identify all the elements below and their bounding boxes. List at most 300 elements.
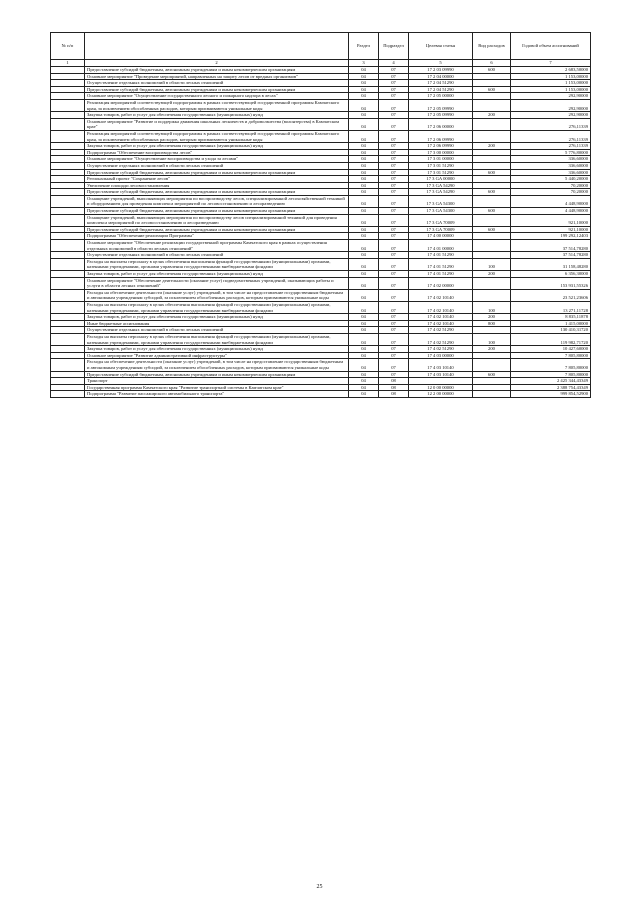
row-name: Осуществление отдельных полномочий в области лесных отношений <box>85 327 349 334</box>
header-row <box>51 33 591 60</box>
row-amount: 921,10000 <box>511 214 591 226</box>
row-subsection: 07 <box>379 226 409 233</box>
row-section: 04 <box>349 391 379 398</box>
row-section: 04 <box>349 156 379 163</box>
row-name: Предоставление субсидий бюджетным, автономным учреждениям и иным некоммерческим организациям <box>85 67 349 74</box>
table-row <box>51 99 591 111</box>
col-header-target: Целевая статья <box>409 33 473 60</box>
row-subsection: 07 <box>379 67 409 74</box>
row-amount: 6 356,30000 <box>511 271 591 278</box>
row-number <box>51 93 85 100</box>
row-target-article: 17 3 GA 54290 <box>409 189 473 196</box>
row-amount: 7 805,80000 <box>511 371 591 378</box>
row-target-article: 17 4 00 00000 <box>409 233 473 240</box>
table-row <box>51 143 591 150</box>
row-name: Закупка товаров, работ и услуг для обеспечения государственных (муниципальных) нужд <box>85 346 349 353</box>
col-number: 2 <box>85 60 349 67</box>
row-number <box>51 80 85 87</box>
row-amount: 199 292,12403 <box>511 233 591 240</box>
row-target-article: 17 4 01 00000 <box>409 240 473 252</box>
row-section: 04 <box>349 208 379 215</box>
table-row <box>51 252 591 259</box>
table-row <box>51 233 591 240</box>
row-expense-type <box>473 182 511 189</box>
row-name: Расходы на выплаты персоналу в целях обеспечения выполнения функций государственными (муниципальными) органами, казенными учреждениями, органами управления государственными внебюджетными фондами <box>85 258 349 270</box>
row-subsection: 07 <box>379 352 409 359</box>
row-amount: 2 388 754,43349 <box>511 384 591 391</box>
row-expense-type <box>473 352 511 359</box>
row-name: Региональный проект "Сохранение лесов" <box>85 176 349 183</box>
row-section: 04 <box>349 112 379 119</box>
row-amount: 13 271,11728 <box>511 301 591 313</box>
row-section: 04 <box>349 240 379 252</box>
table-row <box>51 327 591 334</box>
table-row <box>51 112 591 119</box>
column-number-row <box>51 60 591 67</box>
row-subsection: 07 <box>379 73 409 80</box>
row-number <box>51 169 85 176</box>
row-section: 04 <box>349 80 379 87</box>
row-amount: 8 835,11878 <box>511 314 591 321</box>
row-expense-type: 800 <box>473 320 511 327</box>
row-name: Закупка товаров, работ и услуг для обеспечения государственных (муниципальных) нужд <box>85 143 349 150</box>
row-expense-type <box>473 195 511 207</box>
row-expense-type <box>473 214 511 226</box>
table-row <box>51 118 591 130</box>
row-expense-type: 200 <box>473 314 511 321</box>
row-subsection: 07 <box>379 182 409 189</box>
row-expense-type: 200 <box>473 112 511 119</box>
row-name: Подпрограмма "Обеспечение реализации Программы" <box>85 233 349 240</box>
table-row <box>51 176 591 183</box>
row-target-article: 17 2 05 00000 <box>409 93 473 100</box>
row-section: 04 <box>349 118 379 130</box>
row-name: Закупка товаров, работ и услуг для обеспечения государственных (муниципальных) нужд <box>85 112 349 119</box>
row-section: 04 <box>349 258 379 270</box>
table-row <box>51 169 591 176</box>
row-expense-type <box>473 240 511 252</box>
row-number <box>51 162 85 169</box>
row-expense-type <box>473 118 511 130</box>
row-expense-type <box>473 149 511 156</box>
row-number <box>51 378 85 385</box>
row-amount: 4 448,90000 <box>511 195 591 207</box>
col-number: 4 <box>379 60 409 67</box>
row-target-article: 17 4 03 00000 <box>409 352 473 359</box>
row-target-article: 17 4 02 51290 <box>409 333 473 345</box>
row-amount: 336,60000 <box>511 169 591 176</box>
row-name: Реализация мероприятий соответствующей подпрограммы в рамках соответствующей государственной программы Камчатского края, за исключением обособленных расходов, которым присваиваются уникальные коды <box>85 130 349 142</box>
table-row <box>51 226 591 233</box>
row-number <box>51 208 85 215</box>
row-amount: 5 776,80000 <box>511 149 591 156</box>
table-row <box>51 208 591 215</box>
row-number <box>51 352 85 359</box>
row-expense-type: 100 <box>473 258 511 270</box>
row-target-article: 17 3 01 51290 <box>409 162 473 169</box>
row-name: Осуществление отдельных полномочий в области лесных отношений <box>85 80 349 87</box>
row-expense-type: 600 <box>473 226 511 233</box>
row-name: Основное мероприятие "Проведение мероприятий, направленных на защиту лесов от вредных организмов" <box>85 73 349 80</box>
row-section: 04 <box>349 384 379 391</box>
row-subsection: 07 <box>379 333 409 345</box>
row-name: Предоставление субсидий бюджетным, автономным учреждениям и иным некоммерческим организациям <box>85 189 349 196</box>
row-expense-type <box>473 277 511 289</box>
col-header-exptype: Вид расходов <box>473 33 511 60</box>
row-expense-type: 600 <box>473 67 511 74</box>
row-section: 04 <box>349 214 379 226</box>
row-amount: 276,11339 <box>511 143 591 150</box>
row-name: Осуществление отдельных полномочий в области лесных отношений <box>85 162 349 169</box>
row-subsection: 07 <box>379 176 409 183</box>
row-name: Основное мероприятие "Осуществление государственного лесного и пожарного надзора в лесах" <box>85 93 349 100</box>
table-row <box>51 67 591 74</box>
row-target-article: 17 2 05 09990 <box>409 99 473 111</box>
row-section: 04 <box>349 301 379 313</box>
row-number <box>51 346 85 353</box>
table-row <box>51 189 591 196</box>
table-row <box>51 352 591 359</box>
row-number <box>51 67 85 74</box>
row-amount: 7 805,80000 <box>511 352 591 359</box>
row-number <box>51 301 85 313</box>
row-expense-type <box>473 80 511 87</box>
row-amount: 2 425 344,43349 <box>511 378 591 385</box>
row-section: 04 <box>349 371 379 378</box>
col-number: 1 <box>51 60 85 67</box>
row-target-article: 17 3 GA 54300 <box>409 208 473 215</box>
row-number <box>51 289 85 301</box>
table-row <box>51 289 591 301</box>
row-number <box>51 333 85 345</box>
row-subsection: 07 <box>379 301 409 313</box>
row-subsection: 07 <box>379 86 409 93</box>
row-expense-type <box>473 130 511 142</box>
row-name: Транспорт <box>85 378 349 385</box>
row-expense-type <box>473 327 511 334</box>
row-section: 04 <box>349 99 379 111</box>
table-row <box>51 314 591 321</box>
row-section: 04 <box>349 352 379 359</box>
row-section: 04 <box>349 67 379 74</box>
row-amount: 119 982,71720 <box>511 333 591 345</box>
row-subsection: 07 <box>379 118 409 130</box>
col-number: 3 <box>349 60 379 67</box>
row-amount: 153 931,55326 <box>511 277 591 289</box>
row-amount: 2 683,50000 <box>511 67 591 74</box>
row-name: Предоставление субсидий бюджетным, автономным учреждениям и иным некоммерческим организациям <box>85 371 349 378</box>
row-section: 04 <box>349 346 379 353</box>
table-row <box>51 162 591 169</box>
row-amount: 292,90000 <box>511 112 591 119</box>
row-subsection: 07 <box>379 320 409 327</box>
row-number <box>51 99 85 111</box>
row-name: Закупка товаров, работ и услуг для обеспечения государственных (муниципальных) нужд <box>85 271 349 278</box>
row-name: Основное мероприятие "Развитие и поддержка движения школьных лесничеств и добровольчества (волонтерства) в Камчатском крае" <box>85 118 349 130</box>
table-row <box>51 271 591 278</box>
row-amount: 10 427,60000 <box>511 346 591 353</box>
row-section: 04 <box>349 176 379 183</box>
row-number <box>51 156 85 163</box>
row-subsection: 07 <box>379 258 409 270</box>
table-row <box>51 333 591 345</box>
table-row <box>51 240 591 252</box>
table-row <box>51 320 591 327</box>
row-target-article: 17 4 02 10140 <box>409 301 473 313</box>
row-amount: 7 805,80000 <box>511 359 591 371</box>
row-amount: 37 514,78280 <box>511 240 591 252</box>
row-subsection: 08 <box>379 391 409 398</box>
row-subsection: 07 <box>379 195 409 207</box>
row-name: Подпрограмма "Развитие пассажирского автомобильного транспорта" <box>85 391 349 398</box>
row-subsection: 07 <box>379 359 409 371</box>
row-expense-type <box>473 176 511 183</box>
col-number: 5 <box>409 60 473 67</box>
row-subsection: 07 <box>379 233 409 240</box>
row-name: Предоставление субсидий бюджетным, автономным учреждениям и иным некоммерческим организациям <box>85 169 349 176</box>
table-row <box>51 378 591 385</box>
row-section: 04 <box>349 182 379 189</box>
row-section: 04 <box>349 320 379 327</box>
row-expense-type <box>473 73 511 80</box>
table-row <box>51 384 591 391</box>
row-subsection: 07 <box>379 289 409 301</box>
row-name: Предоставление субсидий бюджетным, автономным учреждениям и иным некоммерческим организациям <box>85 226 349 233</box>
row-subsection: 07 <box>379 327 409 334</box>
row-section: 04 <box>349 327 379 334</box>
row-expense-type <box>473 391 511 398</box>
row-name: Закупка товаров, работ и услуг для обеспечения государственных (муниципальных) нужд <box>85 314 349 321</box>
row-target-article: 17 2 04 51290 <box>409 80 473 87</box>
row-subsection: 07 <box>379 346 409 353</box>
row-amount: 1 415,00000 <box>511 320 591 327</box>
row-number <box>51 233 85 240</box>
row-subsection: 08 <box>379 378 409 385</box>
table-row <box>51 346 591 353</box>
row-amount: 336,60000 <box>511 156 591 163</box>
row-number <box>51 195 85 207</box>
row-target-article: 17 3 GA 54300 <box>409 195 473 207</box>
row-amount: 292,90000 <box>511 99 591 111</box>
row-number <box>51 252 85 259</box>
row-subsection: 08 <box>379 384 409 391</box>
row-section: 04 <box>349 252 379 259</box>
row-name: Увеличение площади лесовосстановления <box>85 182 349 189</box>
row-amount: 130 410,31720 <box>511 327 591 334</box>
row-expense-type <box>473 252 511 259</box>
row-target-article: 17 4 02 10140 <box>409 320 473 327</box>
table-row <box>51 80 591 87</box>
row-amount: 921,10000 <box>511 226 591 233</box>
page-number: 25 <box>316 884 323 890</box>
budget-table <box>50 32 591 398</box>
row-amount: 5 440,20000 <box>511 176 591 183</box>
col-header-name <box>85 33 349 60</box>
row-target-article: 17 2 06 09990 <box>409 143 473 150</box>
row-target-article: 17 3 00 00000 <box>409 149 473 156</box>
row-target-article: 17 4 01 51290 <box>409 258 473 270</box>
row-expense-type: 200 <box>473 143 511 150</box>
row-section: 04 <box>349 359 379 371</box>
row-subsection: 07 <box>379 169 409 176</box>
row-section: 04 <box>349 233 379 240</box>
row-target-article: 17 2 04 51290 <box>409 86 473 93</box>
row-amount: 70,20000 <box>511 182 591 189</box>
row-number <box>51 118 85 130</box>
row-expense-type <box>473 156 511 163</box>
row-target-article: 17 2 05 09990 <box>409 112 473 119</box>
table-row <box>51 73 591 80</box>
row-number <box>51 320 85 327</box>
row-expense-type: 100 <box>473 333 511 345</box>
row-name: Подпрограмма "Обеспечение воспроизводства лесов" <box>85 149 349 156</box>
row-amount: 70,20000 <box>511 189 591 196</box>
row-subsection: 07 <box>379 93 409 100</box>
row-number <box>51 130 85 142</box>
row-expense-type <box>473 359 511 371</box>
row-name: Осуществление отдельных полномочий в области лесных отношений <box>85 252 349 259</box>
row-number <box>51 371 85 378</box>
row-target-article: 17 2 04 00000 <box>409 73 473 80</box>
row-name: Иные бюджетные ассигнования <box>85 320 349 327</box>
row-section: 04 <box>349 189 379 196</box>
row-number <box>51 112 85 119</box>
row-name: Оснащение учреждений, выполняющих мероприятия по воспроизводству лесов специализированной техникой для проведения комплекса мероприятий по лесовосстановлению и лесоразведению <box>85 214 349 226</box>
row-number <box>51 271 85 278</box>
row-expense-type <box>473 378 511 385</box>
row-number <box>51 258 85 270</box>
row-name: Реализация мероприятий соответствующей подпрограммы в рамках соответствующей государственной программы Камчатского края, за исключением обособленных расходов, которым присваиваются уникальные коды <box>85 99 349 111</box>
row-subsection: 07 <box>379 149 409 156</box>
row-target-article: 17 3 01 00000 <box>409 156 473 163</box>
row-target-article: 17 4 02 10140 <box>409 314 473 321</box>
row-number <box>51 226 85 233</box>
table-row <box>51 149 591 156</box>
table-row <box>51 182 591 189</box>
row-section: 04 <box>349 378 379 385</box>
row-name: Основное мероприятие "Обеспечение реализации государственной программы Камчатского края в рамках осуществления отдельных полномочий в области лесных отношений" <box>85 240 349 252</box>
col-header-no: № п/п <box>51 33 85 60</box>
row-section: 04 <box>349 195 379 207</box>
row-amount: 31 158,48280 <box>511 258 591 270</box>
row-expense-type: 600 <box>473 169 511 176</box>
row-expense-type <box>473 99 511 111</box>
row-subsection: 07 <box>379 130 409 142</box>
row-target-article: 17 4 03 10140 <box>409 359 473 371</box>
row-name: Расходы на выплаты персоналу в целях обеспечения выполнения функций государственными (муниципальными) органами, казенными учреждениями, органами управления государственными внебюджетными фондами <box>85 333 349 345</box>
row-subsection: 07 <box>379 143 409 150</box>
row-subsection: 07 <box>379 112 409 119</box>
row-name: Основное мероприятие "Обеспечение деятельности (оказание услуг) подведомственных учреждений, оказывающих работы и услуги в области лесных отношений" <box>85 277 349 289</box>
row-name: Основное мероприятие "Осуществление воспроизводства и ухода за лесами" <box>85 156 349 163</box>
row-subsection: 07 <box>379 99 409 111</box>
row-subsection: 07 <box>379 271 409 278</box>
row-number <box>51 277 85 289</box>
row-expense-type <box>473 162 511 169</box>
budget-sheet <box>50 32 590 398</box>
row-expense-type: 600 <box>473 208 511 215</box>
row-target-article: 17 4 03 10140 <box>409 371 473 378</box>
row-name: Оснащение учреждений, выполняющих мероприятия по воспроизводству лесов, специализированной лесохозяйственной техникой и оборудованием для проведения комплекса мероприятий по лесовосстановлению и лесоразведению <box>85 195 349 207</box>
row-expense-type <box>473 384 511 391</box>
row-amount: 999 854,52900 <box>511 391 591 398</box>
row-number <box>51 176 85 183</box>
row-target-article: 17 3 GA 00000 <box>409 176 473 183</box>
row-name: Основное мероприятие "Развитие административной инфраструктуры" <box>85 352 349 359</box>
row-name: Расходы на обеспечение деятельности (оказание услуг) учреждений, в том числе на предоставление государственным бюджетным и автономным учреждениям субсидий, за исключением обособленных расходов, которым присваиваются уникальные коды <box>85 359 349 371</box>
row-name: Государственная программа Камчатского края "Развитие транспортной системы в Камчатском крае" <box>85 384 349 391</box>
row-target-article: 17 3 01 51290 <box>409 169 473 176</box>
row-target-article: 17 4 01 51290 <box>409 252 473 259</box>
row-expense-type: 600 <box>473 189 511 196</box>
col-number: 6 <box>473 60 511 67</box>
col-number: 7 <box>511 60 591 67</box>
row-amount: 37 514,78280 <box>511 252 591 259</box>
row-section: 04 <box>349 333 379 345</box>
row-amount: 276,11339 <box>511 118 591 130</box>
col-header-subsection: Подраздел <box>379 33 409 60</box>
row-expense-type: 600 <box>473 86 511 93</box>
row-target-article: 12 2 00 00000 <box>409 391 473 398</box>
col-header-amount: Годовой объем ассигнований <box>511 33 591 60</box>
row-expense-type: 200 <box>473 271 511 278</box>
row-section: 04 <box>349 289 379 301</box>
row-number <box>51 73 85 80</box>
table-row <box>51 156 591 163</box>
table-body <box>51 67 591 398</box>
row-section: 04 <box>349 130 379 142</box>
row-target-article: 12 0 00 00000 <box>409 384 473 391</box>
row-number <box>51 182 85 189</box>
row-target-article: 17 4 02 00000 <box>409 277 473 289</box>
row-subsection: 07 <box>379 371 409 378</box>
table-row <box>51 195 591 207</box>
row-section: 04 <box>349 226 379 233</box>
row-subsection: 07 <box>379 277 409 289</box>
row-amount: 276,11339 <box>511 130 591 142</box>
row-section: 04 <box>349 162 379 169</box>
table-row <box>51 130 591 142</box>
row-expense-type: 600 <box>473 371 511 378</box>
row-number <box>51 240 85 252</box>
row-target-article: 17 4 01 51290 <box>409 271 473 278</box>
row-name: Предоставление субсидий бюджетным, автономным учреждениям и иным некоммерческим организациям <box>85 208 349 215</box>
row-section: 04 <box>349 149 379 156</box>
row-number <box>51 314 85 321</box>
row-amount: 1 153,00000 <box>511 86 591 93</box>
row-target-article: 17 3 GA 70009 <box>409 214 473 226</box>
row-number <box>51 214 85 226</box>
row-name: Расходы на обеспечение деятельности (оказание услуг) учреждений, в том числе на предоставление государственным бюджетным и автономным учреждениям субсидий, за исключением обособленных расходов, которым присваиваются уникальные коды <box>85 289 349 301</box>
row-name: Расходы на выплаты персоналу в целях обеспечения выполнения функций государственными (муниципальными) органами, казенными учреждениями, органами управления государственными внебюджетными фондами <box>85 301 349 313</box>
row-subsection: 07 <box>379 240 409 252</box>
row-target-article: 17 2 06 00000 <box>409 118 473 130</box>
row-section: 04 <box>349 143 379 150</box>
row-section: 04 <box>349 93 379 100</box>
row-amount: 292,90000 <box>511 93 591 100</box>
table-row <box>51 277 591 289</box>
row-section: 04 <box>349 277 379 289</box>
row-number <box>51 391 85 398</box>
row-expense-type <box>473 289 511 301</box>
row-number <box>51 359 85 371</box>
row-subsection: 07 <box>379 208 409 215</box>
row-amount: 23 521,23606 <box>511 289 591 301</box>
table-row <box>51 93 591 100</box>
row-subsection: 07 <box>379 314 409 321</box>
row-number <box>51 149 85 156</box>
row-subsection: 07 <box>379 252 409 259</box>
